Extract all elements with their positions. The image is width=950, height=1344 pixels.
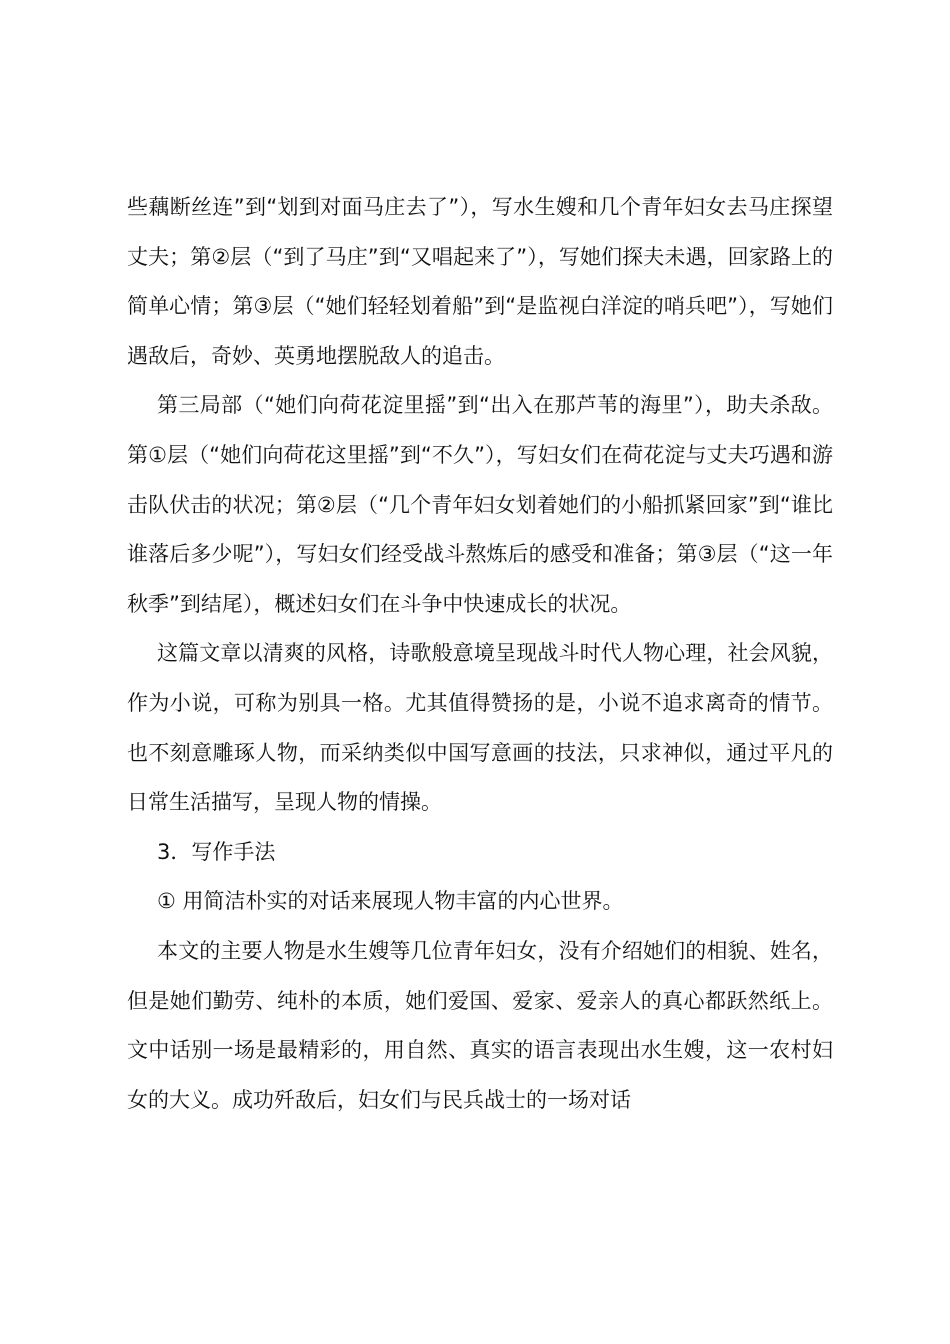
paragraph-main-characters: 本文的主要人物是水生嫂等几位青年妇女，没有介绍她们的相貌、姓名，但是她们勤劳、纯朴的本质，她们爱国、爱家、爱亲人的真心都跃然纸上。文中话别一场是最精彩的，用自然、真实的语言表现出水生嫂，这一农村妇女的大义。成功歼敌后，妇女们与民兵战士的一场对话 — [127, 938, 833, 1112]
paragraph-part-three: 第三局部（“她们向荷花淀里摇”到“出入在那芦苇的海里”），助夫杀敌。第①层（“她们向荷花这里摇”到“不久”），写妇女们在荷花淀与丈夫巧遇和游击队伏击的状况；第②层（“几个青年妇女划着她们的小船抓紧回家”到“谁比谁落后多少呢”），写妇女们经受战斗熬炼后的感受和准备；第③层（“这一年秋季”到结尾），概述妇女们在斗争中快速成长的状况。 — [127, 393, 833, 616]
paragraph-continuation: 些藕断丝连”到“划到对面马庄去了”），写水生嫂和几个青年妇女去马庄探望丈夫；第②层（“到了马庄”到“又唱起来了”），写她们探夫未遇，回家路上的简单心情；第③层（“她们轻轻划着船”到“是监视白洋淀的哨兵吧”），写她们遇敌后，奇妙、英勇地摆脱敌人的追击。 — [127, 195, 833, 368]
paragraph-style-summary: 这篇文章以清爽的风格，诗歌般意境呈现战斗时代人物心理，社会风貌，作为小说，可称为别具一格。尤其值得赞扬的是，小说不追求离奇的情节。也不刻意雕琢人物，而采纳类似中国写意画的技法，只求神似，通过平凡的日常生活描写，呈现人物的情操。 — [127, 641, 833, 815]
body-text — [127, 183, 833, 1125]
section-heading-writing-technique: 3．写作手法 — [157, 839, 276, 864]
list-item-dialogue: ① 用简洁朴实的对话来展现人物丰富的内心世界。 — [157, 889, 624, 914]
